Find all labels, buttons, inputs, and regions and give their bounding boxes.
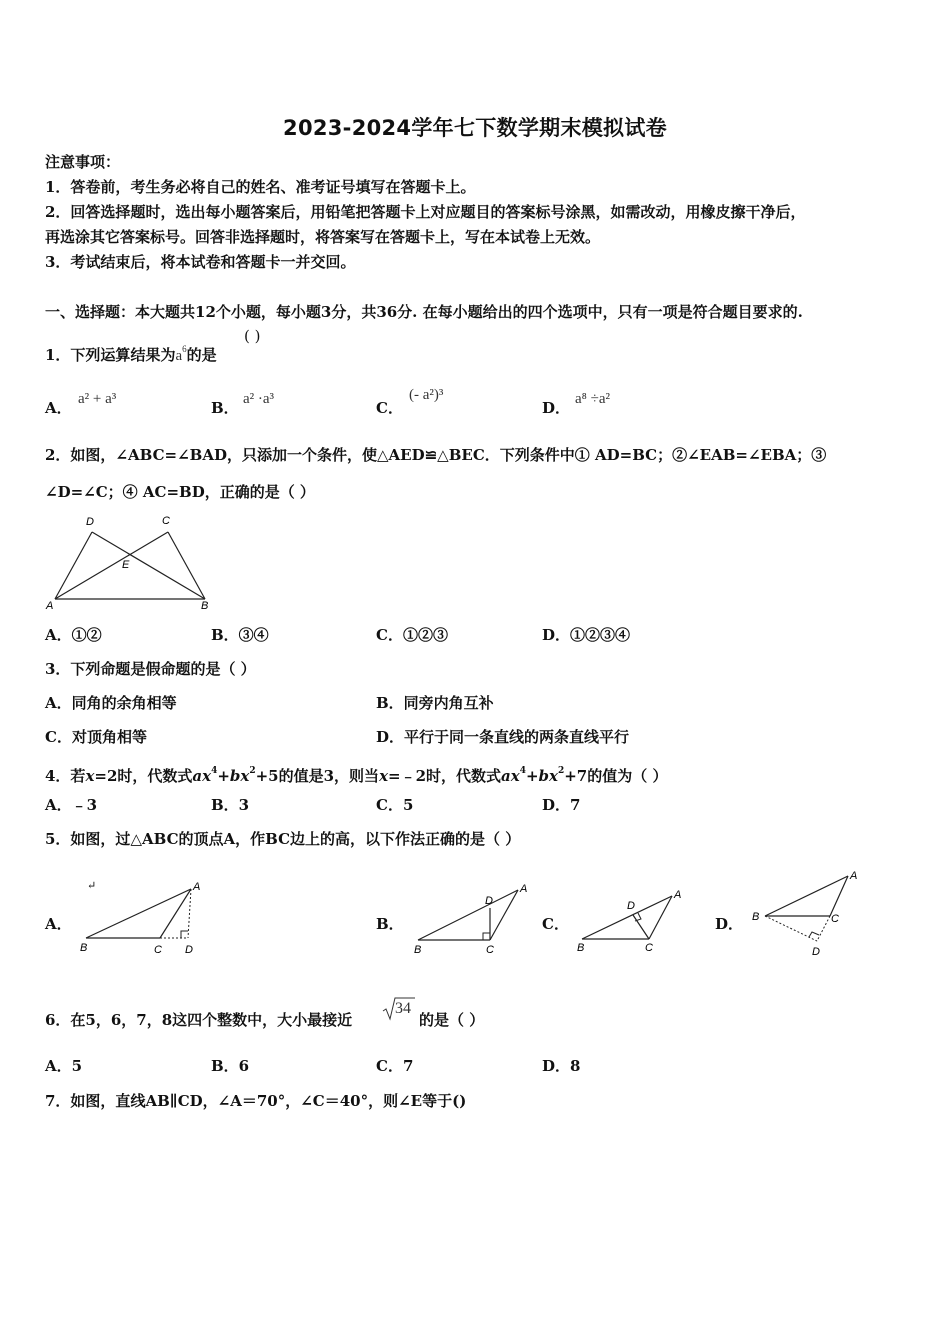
q5a-label-c: C xyxy=(154,944,162,956)
q1-option-a[interactable]: A． xyxy=(45,399,72,417)
q2-line-ad xyxy=(55,532,92,599)
q1-suffix: 的是 xyxy=(186,346,217,364)
q5c-label-d: D xyxy=(627,900,635,912)
q5a-label-b: B xyxy=(80,942,88,954)
q4-exp-4: 2 xyxy=(557,766,565,776)
q1-expr-exp: 6 xyxy=(182,344,187,354)
q6-suffix: 的是（ ） xyxy=(419,1011,485,1029)
q5c-label-b: B xyxy=(577,942,585,954)
q5-option-c[interactable]: C． xyxy=(542,915,569,933)
q1-option-d[interactable]: D． xyxy=(542,399,571,417)
note-2b: 再选涂其它答案标号。回答非选择题时，将答案写在答题卡上，写在本试卷上无效。 xyxy=(45,228,601,246)
q4-exp-2: 2 xyxy=(249,766,256,776)
q5a-label-a: A xyxy=(193,881,201,893)
section-heading: 一、选择题：本大题共12个小题，每小题3分，共36分. 在每小题给出的四个选项中，只有一项是符合题目要求的. xyxy=(45,303,803,321)
q5b-label-a: A xyxy=(520,883,528,895)
q2-label-b: B xyxy=(201,600,209,612)
q5b-label-c: C xyxy=(486,944,494,956)
q6-prefix: 6．在5，6，7，8这四个整数中，大小最接近 xyxy=(45,1011,353,1029)
q2-label-c: C xyxy=(162,515,170,527)
q3-option-d[interactable]: D．平行于同一条直线的两条直线平行 xyxy=(376,728,630,746)
q1-option-a-expr: a² + a³ xyxy=(78,391,117,407)
q6-radicand: 34 xyxy=(395,1000,411,1017)
q6-option-b[interactable]: B．6 xyxy=(211,1057,250,1075)
q1-expr-base: a xyxy=(175,348,183,364)
q2-label-a: A xyxy=(46,600,54,612)
q4-text-4: =﹣2时，代数式 xyxy=(388,767,502,785)
notes-heading: 注意事项： xyxy=(45,153,121,171)
note-2a: 2．回答选择题时，选出每小题答案后，用铅笔把答题卡上对应题目的答案标号涂黑，如需改动，用橡皮擦干净后， xyxy=(45,203,806,221)
q4-exp-3: 4 xyxy=(519,766,526,776)
note-1: 1．答卷前，考生务必将自己的姓名、准考证号填写在答题卡上。 xyxy=(45,178,476,196)
q5c-label-a: A xyxy=(674,889,682,901)
q4-var-x2: x xyxy=(379,767,389,785)
q5-figure-a xyxy=(78,878,208,960)
q2-line-ac xyxy=(55,532,168,599)
q2-option-a[interactable]: A．①② xyxy=(45,626,102,644)
q5-option-a[interactable]: A． xyxy=(45,915,72,933)
q6-option-c[interactable]: C．7 xyxy=(376,1057,414,1075)
q4-term-1: ax xyxy=(192,767,212,785)
q4-option-a[interactable]: A．﹣3 xyxy=(45,796,98,814)
q1-paren: ( ) xyxy=(244,327,261,345)
q5c-label-c: C xyxy=(645,942,653,954)
q4-text-2: =2时，代数式 xyxy=(94,767,193,785)
q6-option-d[interactable]: D．8 xyxy=(542,1057,581,1075)
q4-option-b[interactable]: B．3 xyxy=(211,796,250,814)
q4-option-c[interactable]: C．5 xyxy=(376,796,414,814)
q5-option-d[interactable]: D． xyxy=(715,915,744,933)
q5b-label-d: D xyxy=(485,895,493,907)
q4-text-1: 4．若 xyxy=(45,767,86,785)
q4-text-5: +7的值为（ ） xyxy=(564,767,668,785)
q1-option-d-expr: a⁸ ÷a² xyxy=(575,391,611,407)
q5d-label-c: C xyxy=(831,913,839,925)
q1-prefix: 1．下列运算结果为 xyxy=(45,346,176,364)
q3-option-b[interactable]: B．同旁内角互补 xyxy=(376,694,494,712)
q4-term-4: +bx xyxy=(525,767,558,785)
q1-option-c[interactable]: C． xyxy=(376,399,403,417)
q2-stem-line2: ∠D=∠C；④ AC=BD，正确的是（ ） xyxy=(45,483,315,501)
q5d-label-a: A xyxy=(850,870,858,882)
q2-label-e: E xyxy=(122,559,130,571)
q1-stem xyxy=(45,339,217,366)
note-3: 3．考试结束后，将本试卷和答题卡一并交回。 xyxy=(45,253,356,271)
q2-option-d[interactable]: D．①②③④ xyxy=(542,626,631,644)
q2-option-c[interactable]: C．①②③ xyxy=(376,626,448,644)
return-mark-icon: ↵ xyxy=(87,879,97,892)
q5-stem: 5．如图，过△ABC的顶点A，作BC边上的高，以下作法正确的是（ ） xyxy=(45,830,521,848)
q1-option-c-expr: (- a²)³ xyxy=(409,387,444,403)
q3-option-a[interactable]: A．同角的余角相等 xyxy=(45,694,177,712)
q5-figure-c xyxy=(572,878,697,960)
q4-term-3: ax xyxy=(501,767,520,785)
q7-stem: 7．如图，直线AB∥CD，∠A＝70°，∠C＝40°，则∠E等于() xyxy=(45,1092,467,1110)
q5-option-b[interactable]: B． xyxy=(376,915,404,933)
q3-stem: 3．下列命题是假命题的是（ ） xyxy=(45,660,256,678)
q1-option-b[interactable]: B． xyxy=(211,399,239,417)
q2-line-bd xyxy=(92,532,205,599)
q4-text-3: +5的值是3，则当 xyxy=(255,767,380,785)
q2-option-b[interactable]: B．③④ xyxy=(211,626,269,644)
q4-exp-1: 4 xyxy=(211,766,218,776)
q4-var-x1: x xyxy=(85,767,95,785)
page-title: 2023-2024学年七下数学期末模拟试卷 xyxy=(283,116,667,140)
q3-option-c[interactable]: C．对顶角相等 xyxy=(45,728,147,746)
q2-label-d: D xyxy=(86,516,94,528)
q2-stem-line1: 2．如图，∠ABC=∠BAD，只添加一个条件，使△AED≌△BEC．下列条件中① AD=BC；②∠EAB=∠EBA；③ xyxy=(45,446,827,464)
q4-stem xyxy=(45,761,667,786)
q5d-label-d: D xyxy=(812,946,820,958)
q5d-label-b: B xyxy=(752,911,760,923)
q4-option-d[interactable]: D．7 xyxy=(542,796,581,814)
q2-line-bc xyxy=(168,532,205,599)
q6-option-a[interactable]: A．5 xyxy=(45,1057,83,1075)
q5a-label-d: D xyxy=(185,944,193,956)
q5b-label-b: B xyxy=(414,944,422,956)
q1-option-b-expr: a² ·a³ xyxy=(243,391,275,407)
q5-figure-d xyxy=(745,866,875,961)
q4-term-2: +bx xyxy=(217,767,250,785)
q5-figure-b xyxy=(410,878,540,960)
q2-figure xyxy=(40,510,230,615)
